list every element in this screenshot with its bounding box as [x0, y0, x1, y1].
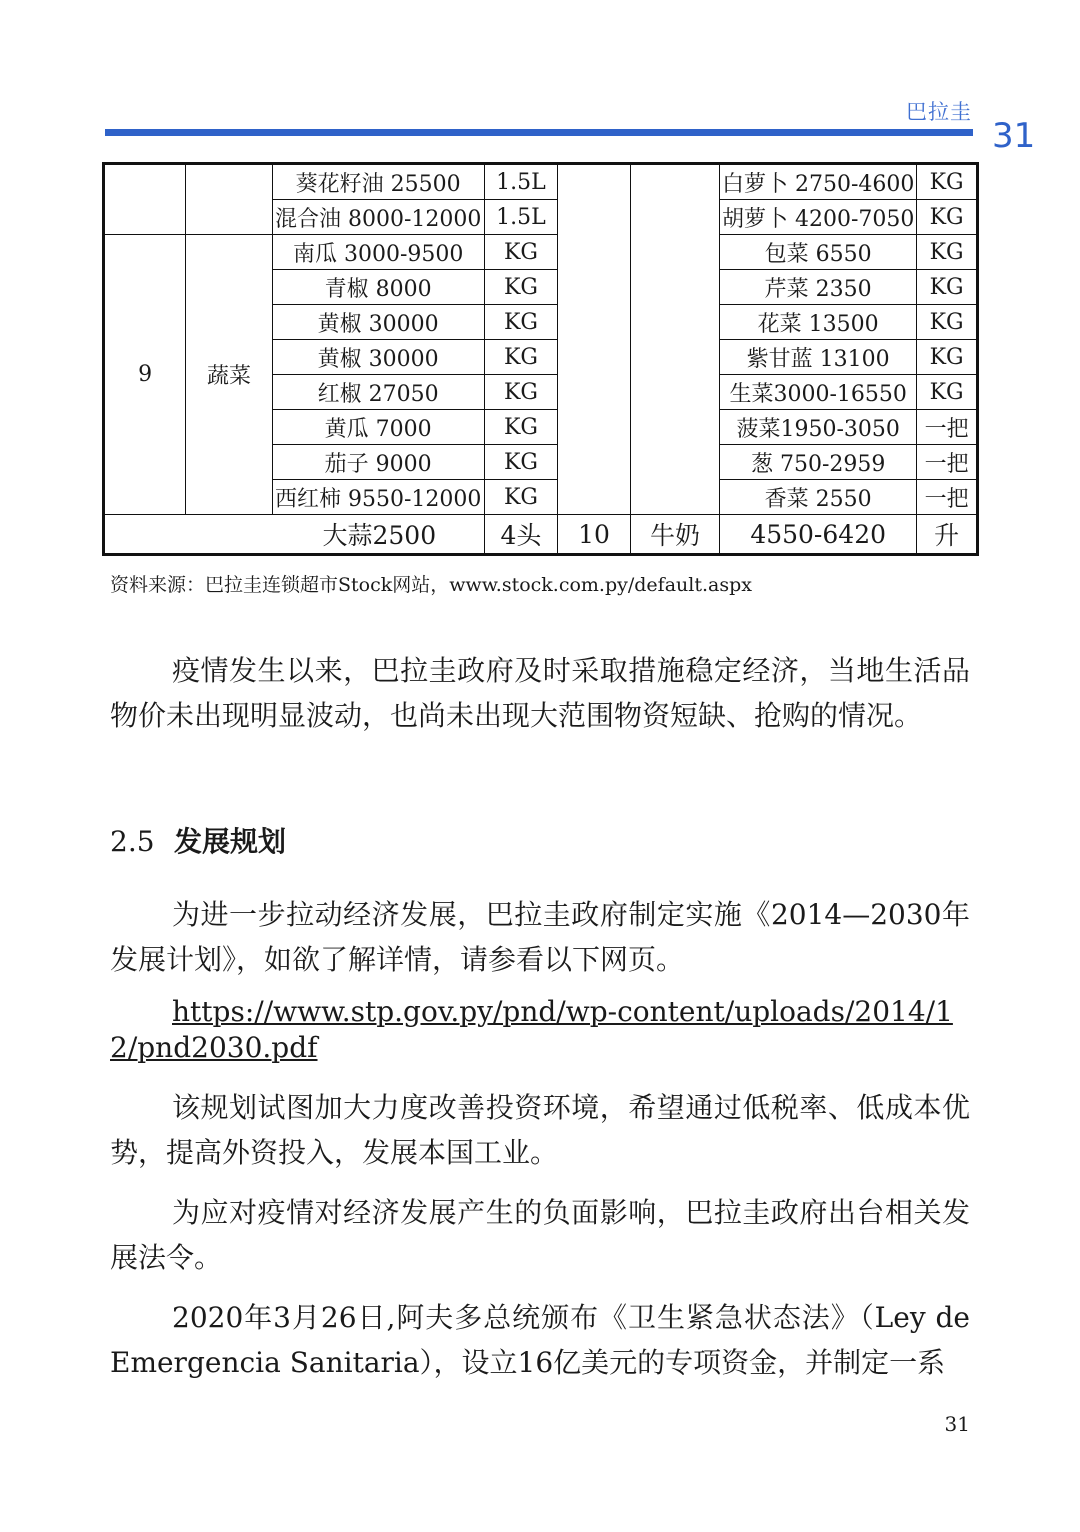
- item-unit-cell: 一把: [917, 410, 978, 445]
- item-unit-cell: 一把: [917, 445, 978, 480]
- item-price-cell: 西红柿 9550-12000: [272, 480, 484, 515]
- paragraph: 2020年3月26日,阿夫多总统颁布《卫生紧急状态法》（Ley de Emergencia Sanitaria），设立16亿美元的专项资金，并制定一系: [110, 1301, 970, 1379]
- table-row: [104, 235, 978, 270]
- group-number-cell: 9: [104, 235, 186, 515]
- paragraph: 该规划试图加大力度改善投资环境，希望通过低税率、低成本优势，提高外资投入，发展本国工业。: [110, 1091, 970, 1169]
- no-cell-empty: [558, 164, 630, 515]
- running-header-country: 巴拉圭: [906, 100, 972, 124]
- header-rule: [105, 129, 973, 136]
- group-number-cell: 10: [558, 515, 630, 555]
- item-price-cell: 芹菜 2350: [720, 270, 917, 305]
- item-price-cell: 黄椒 30000: [272, 305, 484, 340]
- item-price-cell: 茄子 9000: [272, 445, 484, 480]
- page-number: 31: [944, 1412, 970, 1436]
- item-unit-cell: KG: [484, 410, 558, 445]
- item-price-cell: 菠菜1950-3050: [720, 410, 917, 445]
- section-heading: [110, 820, 286, 860]
- item-unit-cell: KG: [484, 445, 558, 480]
- item-price-cell: 生菜3000-16550: [720, 375, 917, 410]
- plan-url-link[interactable]: https://www.stp.gov.py/pnd/wp-content/uploads/2014/12/pnd2030.pdf: [110, 995, 953, 1064]
- paragraph: 疫情发生以来，巴拉圭政府及时采取措施稳定经济，当地生活品物价未出现明显波动，也尚未出现大范围物资短缺、抢购的情况。: [110, 654, 970, 732]
- item-unit-cell: KG: [484, 375, 558, 410]
- item-price-cell: 白萝卜 2750-4600: [720, 164, 917, 200]
- item-unit-cell: KG: [917, 235, 978, 270]
- item-price-cell: 胡萝卜 4200-7050: [720, 200, 917, 235]
- item-unit-cell: KG: [484, 340, 558, 375]
- item-unit-cell: KG: [917, 305, 978, 340]
- item-unit-cell: KG: [917, 375, 978, 410]
- item-unit-cell: KG: [917, 200, 978, 235]
- item-unit-cell: 4头: [484, 515, 558, 555]
- paragraph: 为应对疫情对经济发展产生的负面影响，巴拉圭政府出台相关发展法令。: [110, 1196, 970, 1274]
- item-unit-cell: KG: [917, 270, 978, 305]
- item-price-cell: 香菜 2550: [720, 480, 917, 515]
- item-price-cell: 大蒜2500: [104, 515, 485, 555]
- item-price-cell: 花菜 13500: [720, 305, 917, 340]
- item-unit-cell: KG: [484, 480, 558, 515]
- running-header-chapter-number: 31: [992, 116, 1036, 156]
- category-cell-empty: [186, 164, 273, 235]
- item-price-cell: 南瓜 3000-9500: [272, 235, 484, 270]
- table-row: [104, 164, 978, 200]
- item-price-cell: 紫甘蓝 13100: [720, 340, 917, 375]
- url-paragraph: [110, 994, 970, 1066]
- item-price-cell: 黄椒 30000: [272, 340, 484, 375]
- group-category-cell: 蔬菜: [186, 235, 273, 515]
- item-price-cell: 4550-6420: [720, 515, 917, 555]
- item-price-cell: 混合油 8000-12000: [272, 200, 484, 235]
- section-number: 2.5: [110, 825, 155, 858]
- item-unit-cell: KG: [917, 340, 978, 375]
- item-price-cell: 葱 750-2959: [720, 445, 917, 480]
- item-price-cell: 黄瓜 7000: [272, 410, 484, 445]
- item-price-cell: 青椒 8000: [272, 270, 484, 305]
- table-source-note: 资料来源：巴拉圭连锁超市Stock网站，www.stock.com.py/default.aspx: [110, 574, 752, 596]
- item-unit-cell: KG: [484, 235, 558, 270]
- price-table: [102, 162, 979, 556]
- item-unit-cell: 1.5L: [484, 200, 558, 235]
- paragraph: 为进一步拉动经济发展，巴拉圭政府制定实施《2014—2030年发展计划》，如欲了解详情，请参看以下网页。: [110, 898, 970, 976]
- no-cell-empty: [104, 164, 186, 235]
- item-price-cell: 葵花籽油 25500: [272, 164, 484, 200]
- item-unit-cell: 升: [917, 515, 978, 555]
- item-price-cell: 红椒 27050: [272, 375, 484, 410]
- item-unit-cell: KG: [484, 270, 558, 305]
- group-category-cell: 牛奶: [630, 515, 719, 555]
- item-price-cell: 包菜 6550: [720, 235, 917, 270]
- item-unit-cell: 一把: [917, 480, 978, 515]
- item-unit-cell: KG: [917, 164, 978, 200]
- table-row: [104, 515, 978, 555]
- section-title: 发展规划: [174, 825, 287, 858]
- item-unit-cell: 1.5L: [484, 164, 558, 200]
- category-cell-empty: [630, 164, 719, 515]
- item-unit-cell: KG: [484, 305, 558, 340]
